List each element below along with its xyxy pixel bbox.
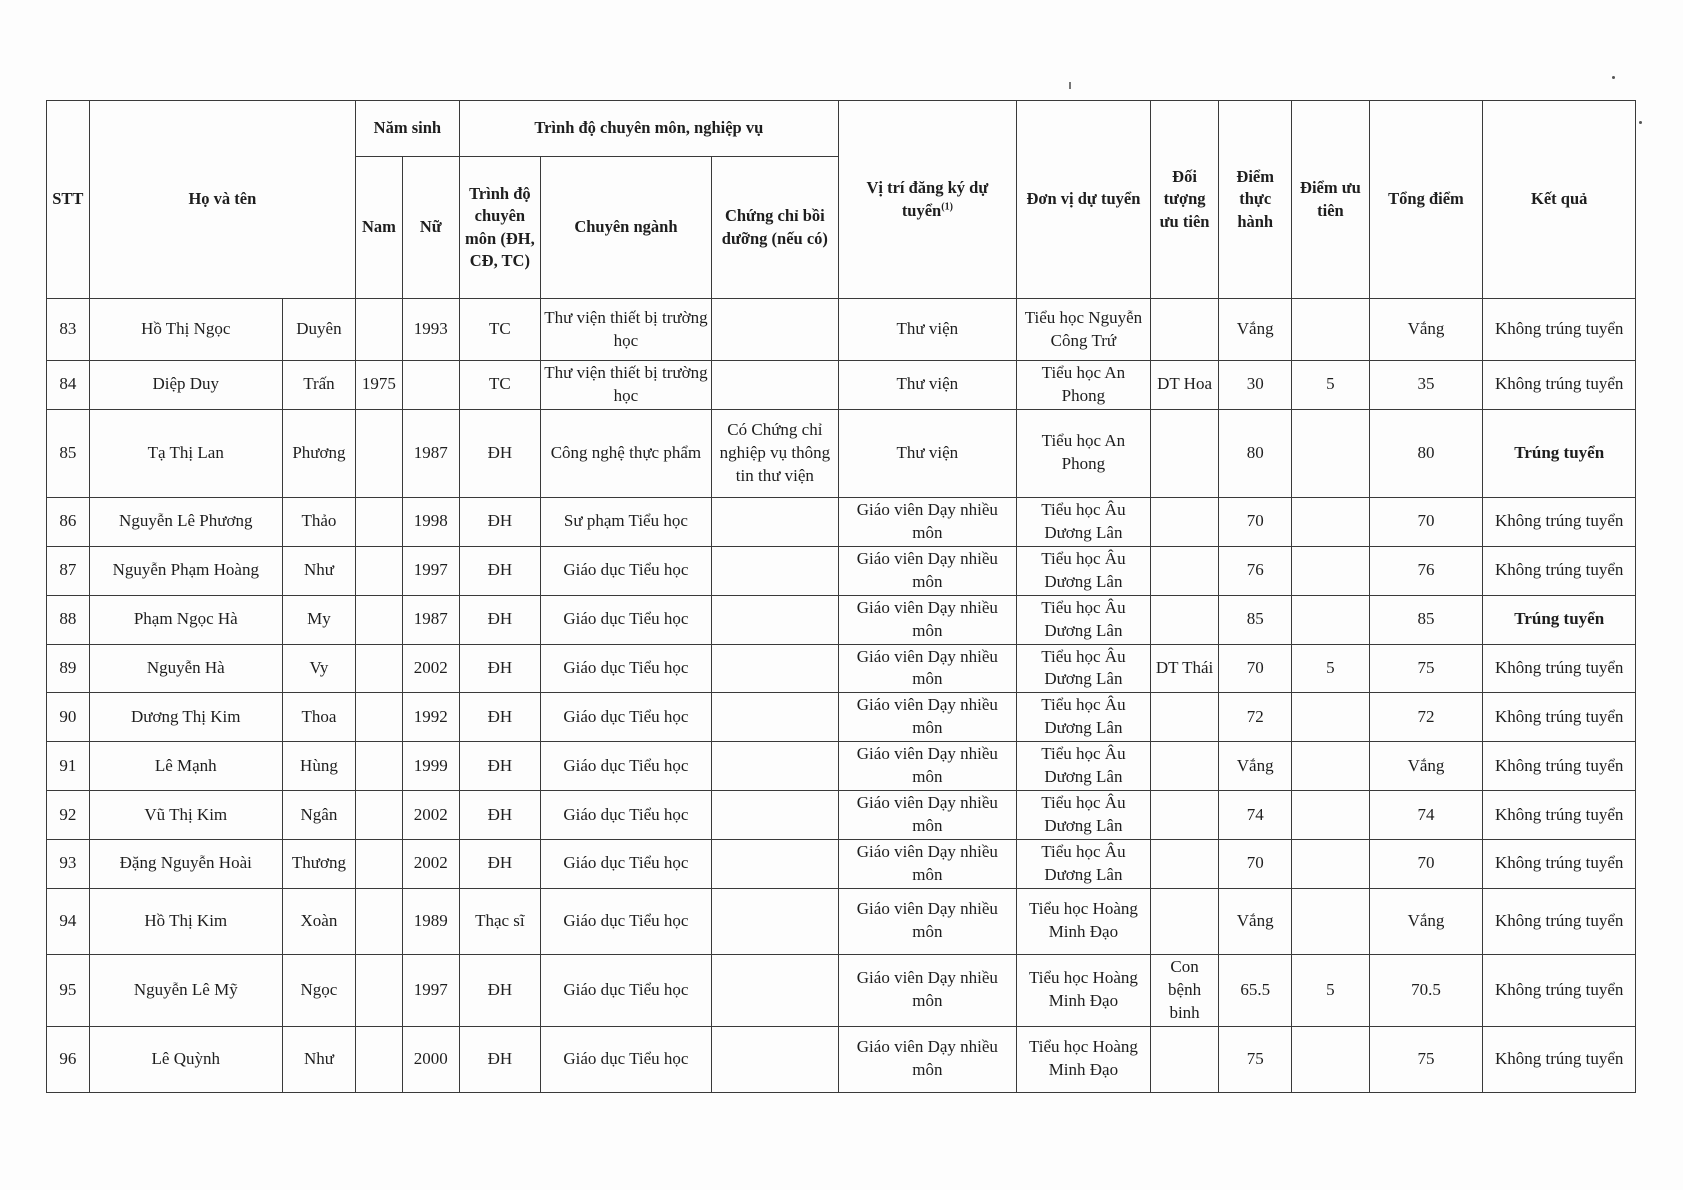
- cell-tong-diem: 70: [1369, 497, 1483, 546]
- cell-chung-chi: [711, 299, 838, 361]
- cell-doi-tuong: [1151, 409, 1219, 497]
- cell-nam-sinh-nam: [356, 693, 403, 742]
- cell-nam-sinh-nu: 1989: [402, 888, 459, 954]
- cell-nam-sinh-nam: [356, 546, 403, 595]
- cell-stt: 84: [47, 361, 90, 410]
- cell-diem-thuc-hanh: 65.5: [1219, 954, 1292, 1026]
- cell-diem-thuc-hanh: 85: [1219, 595, 1292, 644]
- cell-trinh-do: TC: [459, 361, 540, 410]
- cell-trinh-do: ĐH: [459, 409, 540, 497]
- table-row: [47, 888, 1636, 954]
- cell-ho-dem: Nguyễn Phạm Hoàng: [89, 546, 282, 595]
- cell-diem-uu-tien: 5: [1292, 954, 1369, 1026]
- cell-ho-dem: Lê Mạnh: [89, 742, 282, 791]
- cell-nam-sinh-nam: [356, 409, 403, 497]
- cell-ten: Phương: [282, 409, 355, 497]
- cell-doi-tuong: [1151, 1026, 1219, 1092]
- cell-ho-dem: Nguyễn Hà: [89, 644, 282, 693]
- cell-diem-uu-tien: [1292, 546, 1369, 595]
- cell-nam-sinh-nu: 1997: [402, 954, 459, 1026]
- cell-trinh-do: ĐH: [459, 742, 540, 791]
- cell-trinh-do: ĐH: [459, 1026, 540, 1092]
- table-row: [47, 791, 1636, 840]
- cell-ten: Duyên: [282, 299, 355, 361]
- cell-chuyen-nganh: Giáo dục Tiểu học: [541, 888, 712, 954]
- cell-chung-chi: [711, 644, 838, 693]
- cell-tong-diem: 75: [1369, 1026, 1483, 1092]
- cell-vi-tri: Giáo viên Dạy nhiều môn: [838, 840, 1016, 889]
- table-row: [47, 742, 1636, 791]
- header-vi-tri-label: Vị trí đăng ký dự tuyển: [866, 178, 989, 220]
- header-vi-tri-footnote: (1): [941, 201, 953, 212]
- cell-doi-tuong: [1151, 742, 1219, 791]
- table-row: [47, 954, 1636, 1026]
- cell-nam-sinh-nu: 1987: [402, 595, 459, 644]
- cell-chuyen-nganh: Giáo dục Tiểu học: [541, 954, 712, 1026]
- table-row: [47, 361, 1636, 410]
- cell-nam-sinh-nu: 1999: [402, 742, 459, 791]
- cell-trinh-do: ĐH: [459, 954, 540, 1026]
- cell-diem-uu-tien: [1292, 693, 1369, 742]
- cell-vi-tri: Giáo viên Dạy nhiều môn: [838, 693, 1016, 742]
- cell-chuyen-nganh: Giáo dục Tiểu học: [541, 595, 712, 644]
- cell-chung-chi: [711, 791, 838, 840]
- header-ho-va-ten: Họ và tên: [89, 101, 355, 299]
- cell-chuyen-nganh: Giáo dục Tiểu học: [541, 1026, 712, 1092]
- cell-ten: Ngân: [282, 791, 355, 840]
- cell-nam-sinh-nam: [356, 742, 403, 791]
- cell-stt: 88: [47, 595, 90, 644]
- cell-ho-dem: Vũ Thị Kim: [89, 791, 282, 840]
- table-row: [47, 840, 1636, 889]
- cell-chuyen-nganh: Giáo dục Tiểu học: [541, 644, 712, 693]
- cell-diem-uu-tien: [1292, 840, 1369, 889]
- cell-nam-sinh-nam: [356, 595, 403, 644]
- cell-ho-dem: Dương Thị Kim: [89, 693, 282, 742]
- cell-tong-diem: 74: [1369, 791, 1483, 840]
- cell-doi-tuong: [1151, 299, 1219, 361]
- header-nu: Nữ: [402, 157, 459, 299]
- cell-diem-thuc-hanh: 75: [1219, 1026, 1292, 1092]
- cell-doi-tuong: [1151, 497, 1219, 546]
- cell-diem-uu-tien: [1292, 299, 1369, 361]
- cell-don-vi: Tiểu học An Phong: [1016, 361, 1150, 410]
- cell-diem-thuc-hanh: Vắng: [1219, 742, 1292, 791]
- cell-chung-chi: [711, 742, 838, 791]
- cell-chung-chi: [711, 1026, 838, 1092]
- cell-nam-sinh-nam: [356, 954, 403, 1026]
- cell-don-vi: Tiểu học Âu Dương Lân: [1016, 742, 1150, 791]
- cell-stt: 91: [47, 742, 90, 791]
- cell-ten: Ngọc: [282, 954, 355, 1026]
- cell-stt: 94: [47, 888, 90, 954]
- cell-ho-dem: Đặng Nguyễn Hoài: [89, 840, 282, 889]
- cell-chung-chi: [711, 361, 838, 410]
- header-tong-diem: Tổng điểm: [1369, 101, 1483, 299]
- header-chuyen-nganh: Chuyên ngành: [541, 157, 712, 299]
- cell-stt: 89: [47, 644, 90, 693]
- cell-trinh-do: ĐH: [459, 693, 540, 742]
- cell-trinh-do: ĐH: [459, 546, 540, 595]
- cell-tong-diem: 70: [1369, 840, 1483, 889]
- table-row: [47, 644, 1636, 693]
- scan-speck: [1639, 121, 1642, 124]
- cell-nam-sinh-nu: 1997: [402, 546, 459, 595]
- cell-diem-uu-tien: [1292, 1026, 1369, 1092]
- cell-ket-qua: Không trúng tuyển: [1483, 546, 1636, 595]
- cell-nam-sinh-nu: 2002: [402, 840, 459, 889]
- cell-tong-diem: Vắng: [1369, 742, 1483, 791]
- cell-nam-sinh-nam: [356, 791, 403, 840]
- header-trinh-do-group: Trình độ chuyên môn, nghiệp vụ: [459, 101, 838, 157]
- cell-diem-thuc-hanh: 74: [1219, 791, 1292, 840]
- cell-diem-uu-tien: [1292, 409, 1369, 497]
- cell-vi-tri: Giáo viên Dạy nhiều môn: [838, 954, 1016, 1026]
- cell-don-vi: Tiểu học Âu Dương Lân: [1016, 595, 1150, 644]
- cell-nam-sinh-nu: 2000: [402, 1026, 459, 1092]
- cell-diem-thuc-hanh: 70: [1219, 644, 1292, 693]
- cell-nam-sinh-nu: 1992: [402, 693, 459, 742]
- cell-doi-tuong: [1151, 840, 1219, 889]
- cell-stt: 86: [47, 497, 90, 546]
- cell-vi-tri: Giáo viên Dạy nhiều môn: [838, 888, 1016, 954]
- header-stt: STT: [47, 101, 90, 299]
- cell-don-vi: Tiểu học Âu Dương Lân: [1016, 840, 1150, 889]
- cell-chung-chi: Có Chứng chỉ nghiệp vụ thông tin thư viện: [711, 409, 838, 497]
- cell-chung-chi: [711, 497, 838, 546]
- cell-trinh-do: ĐH: [459, 595, 540, 644]
- cell-doi-tuong: [1151, 791, 1219, 840]
- cell-chuyen-nganh: Thư viện thiết bị trường học: [541, 361, 712, 410]
- cell-don-vi: Tiểu học Hoàng Minh Đạo: [1016, 954, 1150, 1026]
- cell-nam-sinh-nam: [356, 1026, 403, 1092]
- cell-chung-chi: [711, 888, 838, 954]
- results-table: [46, 100, 1636, 1093]
- cell-diem-uu-tien: 5: [1292, 644, 1369, 693]
- cell-diem-thuc-hanh: Vắng: [1219, 888, 1292, 954]
- cell-stt: 95: [47, 954, 90, 1026]
- cell-trinh-do: ĐH: [459, 840, 540, 889]
- cell-diem-uu-tien: 5: [1292, 361, 1369, 410]
- cell-ket-qua: Không trúng tuyển: [1483, 1026, 1636, 1092]
- cell-nam-sinh-nu: 1998: [402, 497, 459, 546]
- cell-ten: Như: [282, 546, 355, 595]
- cell-diem-uu-tien: [1292, 497, 1369, 546]
- cell-ten: Như: [282, 1026, 355, 1092]
- cell-ho-dem: Hồ Thị Kim: [89, 888, 282, 954]
- cell-nam-sinh-nu: 1993: [402, 299, 459, 361]
- cell-vi-tri: Thư viện: [838, 409, 1016, 497]
- cell-ten: Xoàn: [282, 888, 355, 954]
- cell-nam-sinh-nam: 1975: [356, 361, 403, 410]
- cell-vi-tri: Giáo viên Dạy nhiều môn: [838, 497, 1016, 546]
- cell-vi-tri: Giáo viên Dạy nhiều môn: [838, 791, 1016, 840]
- cell-tong-diem: Vắng: [1369, 299, 1483, 361]
- cell-ket-qua: Không trúng tuyển: [1483, 497, 1636, 546]
- cell-don-vi: Tiểu học Hoàng Minh Đạo: [1016, 1026, 1150, 1092]
- cell-don-vi: Tiểu học Âu Dương Lân: [1016, 644, 1150, 693]
- cell-tong-diem: 75: [1369, 644, 1483, 693]
- cell-doi-tuong: DT Hoa: [1151, 361, 1219, 410]
- cell-nam-sinh-nam: [356, 888, 403, 954]
- cell-doi-tuong: [1151, 546, 1219, 595]
- cell-doi-tuong: DT Thái: [1151, 644, 1219, 693]
- cell-ket-qua: Không trúng tuyển: [1483, 742, 1636, 791]
- cell-chuyen-nganh: Giáo dục Tiểu học: [541, 693, 712, 742]
- header-diem-uu-tien: Điểm ưu tiên: [1292, 101, 1369, 299]
- table-row: [47, 693, 1636, 742]
- cell-nam-sinh-nu: 2002: [402, 791, 459, 840]
- table-row: [47, 409, 1636, 497]
- cell-chuyen-nganh: Giáo dục Tiểu học: [541, 840, 712, 889]
- cell-chuyen-nganh: Giáo dục Tiểu học: [541, 546, 712, 595]
- cell-diem-thuc-hanh: 70: [1219, 497, 1292, 546]
- cell-chuyen-nganh: Giáo dục Tiểu học: [541, 791, 712, 840]
- cell-ket-qua: Không trúng tuyển: [1483, 888, 1636, 954]
- cell-stt: 96: [47, 1026, 90, 1092]
- cell-chuyen-nganh: Thư viện thiết bị trường học: [541, 299, 712, 361]
- header-don-vi: Đơn vị dự tuyển: [1016, 101, 1150, 299]
- cell-stt: 90: [47, 693, 90, 742]
- cell-ten: Vy: [282, 644, 355, 693]
- cell-chung-chi: [711, 595, 838, 644]
- header-nam: Nam: [356, 157, 403, 299]
- table-header: [47, 101, 1636, 299]
- cell-diem-uu-tien: [1292, 742, 1369, 791]
- header-ket-qua: Kết quả: [1483, 101, 1636, 299]
- cell-nam-sinh-nam: [356, 299, 403, 361]
- cell-vi-tri: Giáo viên Dạy nhiều môn: [838, 1026, 1016, 1092]
- scan-speck: [1612, 76, 1615, 79]
- cell-ten: Hùng: [282, 742, 355, 791]
- cell-doi-tuong: [1151, 693, 1219, 742]
- table-row: [47, 595, 1636, 644]
- cell-don-vi: Tiểu học Âu Dương Lân: [1016, 693, 1150, 742]
- header-doi-tuong: Đối tượng ưu tiên: [1151, 101, 1219, 299]
- cell-doi-tuong: [1151, 888, 1219, 954]
- cell-ket-qua: Không trúng tuyển: [1483, 840, 1636, 889]
- cell-ket-qua: Trúng tuyển: [1483, 409, 1636, 497]
- cell-ho-dem: Hồ Thị Ngọc: [89, 299, 282, 361]
- cell-diem-thuc-hanh: 30: [1219, 361, 1292, 410]
- table-row: [47, 546, 1636, 595]
- cell-don-vi: Tiểu học Hoàng Minh Đạo: [1016, 888, 1150, 954]
- cell-vi-tri: Thư viện: [838, 361, 1016, 410]
- cell-diem-uu-tien: [1292, 888, 1369, 954]
- cell-ket-qua: Không trúng tuyển: [1483, 791, 1636, 840]
- cell-ket-qua: Không trúng tuyển: [1483, 361, 1636, 410]
- cell-don-vi: Tiểu học Âu Dương Lân: [1016, 497, 1150, 546]
- cell-trinh-do: ĐH: [459, 644, 540, 693]
- cell-ho-dem: Nguyễn Lê Phương: [89, 497, 282, 546]
- table-body: [47, 299, 1636, 1093]
- cell-tong-diem: 72: [1369, 693, 1483, 742]
- cell-tong-diem: 85: [1369, 595, 1483, 644]
- cell-diem-thuc-hanh: Vắng: [1219, 299, 1292, 361]
- cell-trinh-do: Thạc sĩ: [459, 888, 540, 954]
- cell-doi-tuong: [1151, 595, 1219, 644]
- cell-tong-diem: Vắng: [1369, 888, 1483, 954]
- cell-chung-chi: [711, 954, 838, 1026]
- cell-stt: 85: [47, 409, 90, 497]
- cell-trinh-do: TC: [459, 299, 540, 361]
- cell-tong-diem: 35: [1369, 361, 1483, 410]
- cell-ket-qua: Không trúng tuyển: [1483, 644, 1636, 693]
- cell-don-vi: Tiểu học An Phong: [1016, 409, 1150, 497]
- cell-nam-sinh-nu: 2002: [402, 644, 459, 693]
- cell-diem-thuc-hanh: 76: [1219, 546, 1292, 595]
- cell-vi-tri: Thư viện: [838, 299, 1016, 361]
- cell-chung-chi: [711, 840, 838, 889]
- cell-diem-thuc-hanh: 70: [1219, 840, 1292, 889]
- cell-chung-chi: [711, 546, 838, 595]
- cell-ho-dem: Tạ Thị Lan: [89, 409, 282, 497]
- cell-ten: Thương: [282, 840, 355, 889]
- cell-vi-tri: Giáo viên Dạy nhiều môn: [838, 595, 1016, 644]
- cell-vi-tri: Giáo viên Dạy nhiều môn: [838, 644, 1016, 693]
- cell-stt: 92: [47, 791, 90, 840]
- cell-don-vi: Tiểu học Nguyễn Công Trứ: [1016, 299, 1150, 361]
- cell-nam-sinh-nam: [356, 497, 403, 546]
- cell-don-vi: Tiểu học Âu Dương Lân: [1016, 791, 1150, 840]
- cell-ten: My: [282, 595, 355, 644]
- cell-don-vi: Tiểu học Âu Dương Lân: [1016, 546, 1150, 595]
- cell-tong-diem: 80: [1369, 409, 1483, 497]
- header-diem-thuc-hanh: Điểm thực hành: [1219, 101, 1292, 299]
- cell-trinh-do: ĐH: [459, 497, 540, 546]
- table-row: [47, 497, 1636, 546]
- cell-ho-dem: Lê Quỳnh: [89, 1026, 282, 1092]
- cell-ten: Thảo: [282, 497, 355, 546]
- cell-trinh-do: ĐH: [459, 791, 540, 840]
- cell-nam-sinh-nam: [356, 644, 403, 693]
- cell-ket-qua: Không trúng tuyển: [1483, 954, 1636, 1026]
- header-nam-sinh: Năm sinh: [356, 101, 460, 157]
- cell-ho-dem: Nguyễn Lê Mỹ: [89, 954, 282, 1026]
- table-row: [47, 299, 1636, 361]
- cell-diem-uu-tien: [1292, 595, 1369, 644]
- cell-chung-chi: [711, 693, 838, 742]
- cell-diem-thuc-hanh: 80: [1219, 409, 1292, 497]
- cell-chuyen-nganh: Sư phạm Tiểu học: [541, 497, 712, 546]
- cell-ket-qua: Không trúng tuyển: [1483, 693, 1636, 742]
- cell-diem-thuc-hanh: 72: [1219, 693, 1292, 742]
- cell-tong-diem: 76: [1369, 546, 1483, 595]
- cell-ho-dem: Diệp Duy: [89, 361, 282, 410]
- cell-vi-tri: Giáo viên Dạy nhiều môn: [838, 546, 1016, 595]
- cell-tong-diem: 70.5: [1369, 954, 1483, 1026]
- cell-ket-qua: Trúng tuyển: [1483, 595, 1636, 644]
- cell-diem-uu-tien: [1292, 791, 1369, 840]
- cell-ten: Trấn: [282, 361, 355, 410]
- header-chung-chi: Chứng chỉ bồi dưỡng (nếu có): [711, 157, 838, 299]
- cell-stt: 87: [47, 546, 90, 595]
- cell-nam-sinh-nu: [402, 361, 459, 410]
- scan-mark: [1069, 82, 1071, 89]
- cell-stt: 83: [47, 299, 90, 361]
- cell-ho-dem: Phạm Ngọc Hà: [89, 595, 282, 644]
- cell-nam-sinh-nu: 1987: [402, 409, 459, 497]
- cell-chuyen-nganh: Công nghệ thực phẩm: [541, 409, 712, 497]
- cell-vi-tri: Giáo viên Dạy nhiều môn: [838, 742, 1016, 791]
- cell-chuyen-nganh: Giáo dục Tiểu học: [541, 742, 712, 791]
- header-trinh-do-chuyen-mon: Trình độ chuyên môn (ĐH, CĐ, TC): [459, 157, 540, 299]
- cell-nam-sinh-nam: [356, 840, 403, 889]
- cell-doi-tuong: Con bệnh binh: [1151, 954, 1219, 1026]
- header-vi-tri: [838, 101, 1016, 299]
- cell-ket-qua: Không trúng tuyển: [1483, 299, 1636, 361]
- table-row: [47, 1026, 1636, 1092]
- cell-ten: Thoa: [282, 693, 355, 742]
- cell-stt: 93: [47, 840, 90, 889]
